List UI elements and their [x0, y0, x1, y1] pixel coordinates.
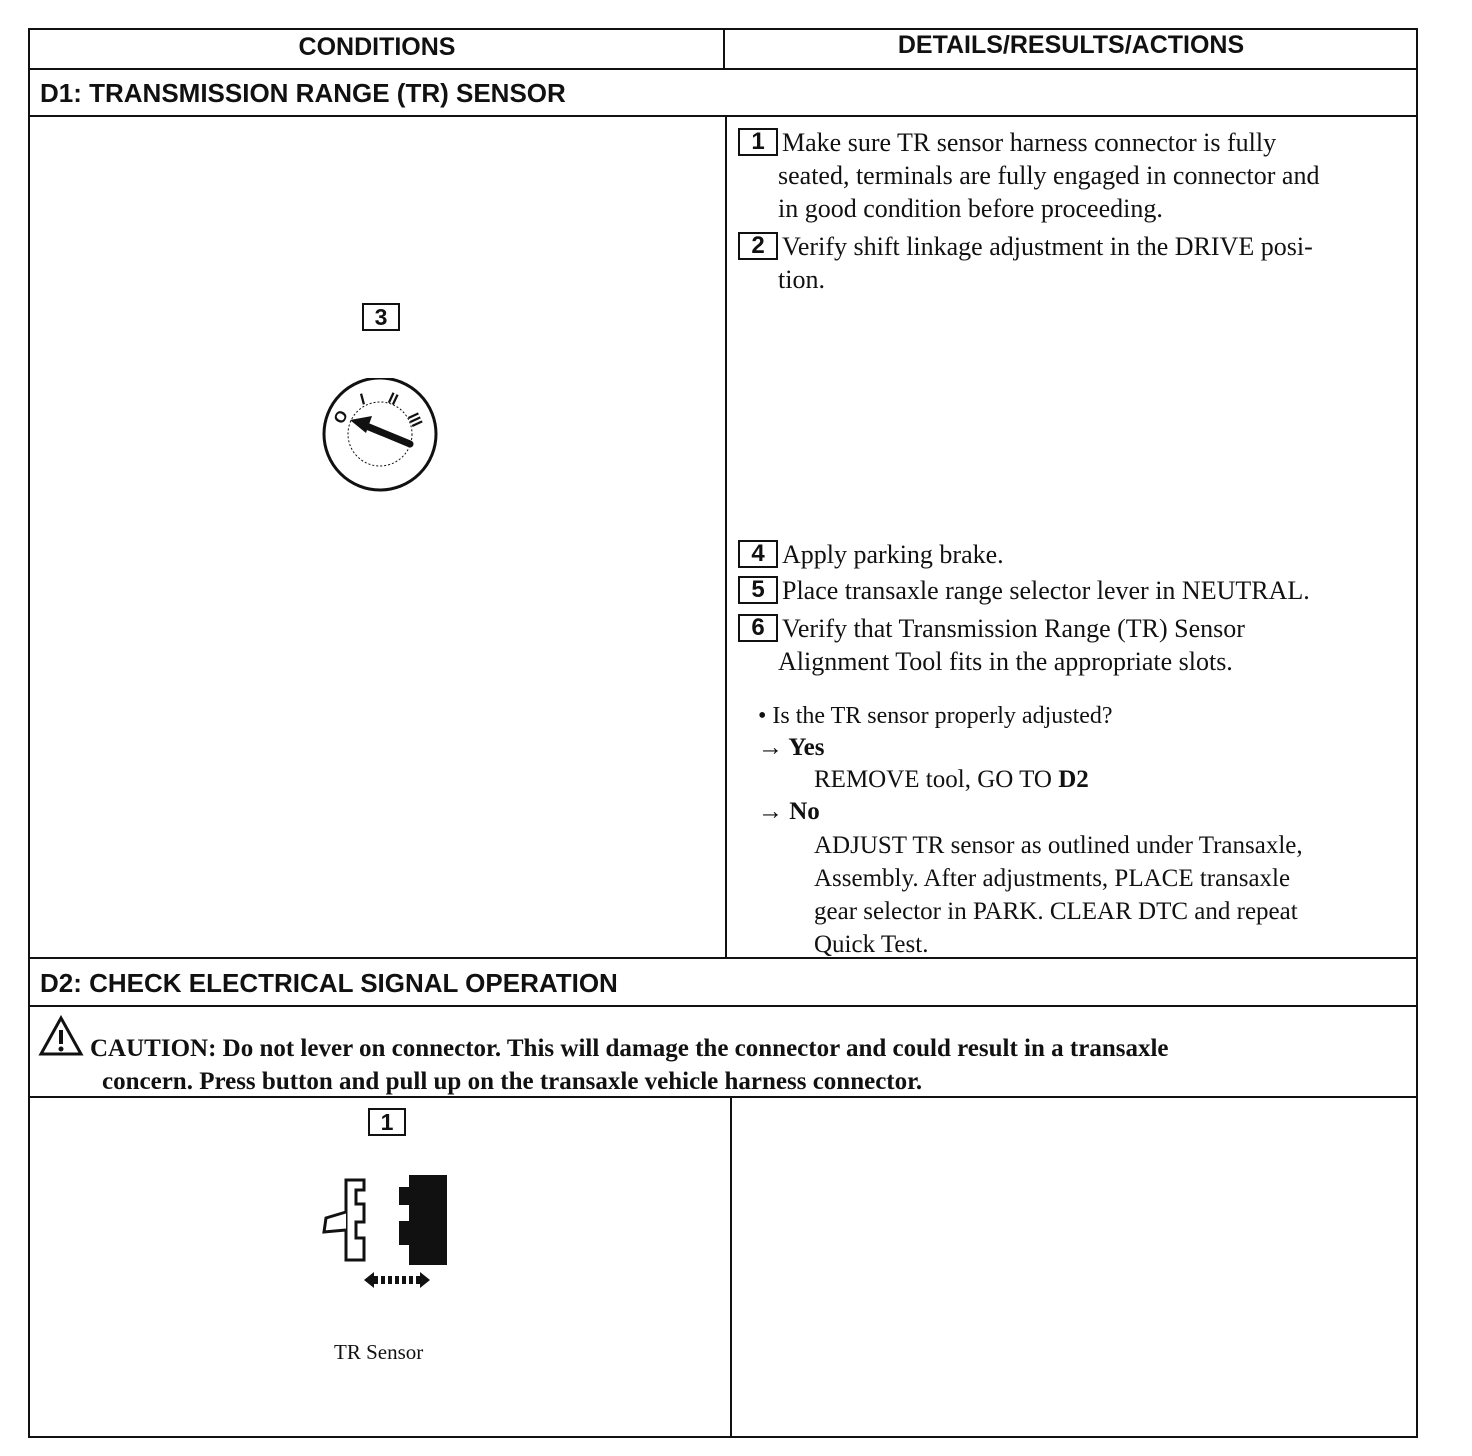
- step-text: Apply parking brake.: [782, 540, 1004, 569]
- d2-column-divider: [730, 1096, 732, 1438]
- step-text-continued: in good condition before proceeding.: [778, 194, 1163, 223]
- no-action-line: gear selector in PARK. CLEAR DTC and repeat: [814, 898, 1298, 925]
- d2-figure-number: 1: [368, 1108, 406, 1136]
- dial-label-3: III: [403, 410, 425, 430]
- caution-divider: [30, 1096, 1416, 1098]
- header-column-divider: [723, 30, 725, 68]
- no-action-line: Quick Test.: [814, 931, 929, 958]
- step-text: Place transaxle range selector lever in NEUTRAL.: [782, 576, 1310, 605]
- header-divider: [30, 68, 1416, 70]
- dial-label-0: O: [330, 407, 352, 427]
- connector-disconnect-icon: [320, 1174, 450, 1294]
- d2-section-title: D2: CHECK ELECTRICAL SIGNAL OPERATION: [40, 968, 618, 998]
- d2-top-divider: [30, 957, 1416, 959]
- step-text-continued: seated, terminals are fully engaged in connector and: [778, 161, 1320, 190]
- diagnostic-table: [28, 28, 1418, 1438]
- d1-step-1: [738, 126, 1398, 225]
- d2-title-divider: [30, 1005, 1416, 1007]
- no-action-line: Assembly. After adjustments, PLACE transaxle: [814, 865, 1291, 892]
- step-text: Verify that Transmission Range (TR) Sensor: [782, 614, 1245, 643]
- step-number: 6: [738, 614, 778, 642]
- d1-step-4: [738, 538, 1398, 571]
- d1-yes-action: [814, 764, 1089, 796]
- conditions-header: CONDITIONS: [298, 33, 456, 61]
- step-text: Verify shift linkage adjustment in the DRIVE posi-: [782, 232, 1313, 261]
- warning-triangle-icon: [38, 1015, 84, 1057]
- d1-figure-number: 3: [362, 303, 400, 331]
- yes-action-text: REMOVE tool, GO TO: [814, 766, 1059, 793]
- step-number: 2: [738, 232, 778, 260]
- d1-no-label: → No: [758, 798, 820, 825]
- step-text-continued: tion.: [778, 265, 825, 294]
- step-text: Make sure TR sensor harness connector is fully: [782, 128, 1277, 157]
- step-text-continued: Alignment Tool fits in the appropriate slots.: [778, 647, 1233, 676]
- d1-question: • Is the TR sensor properly adjusted?: [758, 703, 1113, 729]
- dial-label-2: II: [385, 389, 401, 410]
- caution-line-1: CAUTION: Do not lever on connector. This will damage the connector and could result in a transaxle: [90, 1035, 1169, 1062]
- d1-step-2: [738, 230, 1398, 296]
- d2-figure-caption: TR Sensor: [334, 1340, 424, 1364]
- d1-title-divider: [30, 115, 1416, 117]
- d1-yes-label: → Yes: [758, 734, 825, 761]
- step-number: 5: [738, 576, 778, 604]
- dial-label-1: I: [358, 391, 368, 409]
- ignition-switch-icon: [320, 378, 440, 498]
- d1-column-divider: [725, 115, 727, 957]
- d1-section-title: D1: TRANSMISSION RANGE (TR) SENSOR: [40, 78, 566, 108]
- d1-step-6: [738, 612, 1398, 678]
- no-action-line: ADJUST TR sensor as outlined under Transaxle,: [814, 832, 1303, 859]
- step-number: 4: [738, 540, 778, 568]
- d1-step-5: [738, 574, 1398, 607]
- details-header: DETAILS/RESULTS/ACTIONS: [897, 31, 1245, 59]
- d1-no-action: [814, 829, 1303, 961]
- yes-action-target: D2: [1058, 766, 1089, 793]
- step-number: 1: [738, 128, 778, 156]
- caution-line-2: concern. Press button and pull up on the transaxle vehicle harness connector.: [102, 1068, 923, 1095]
